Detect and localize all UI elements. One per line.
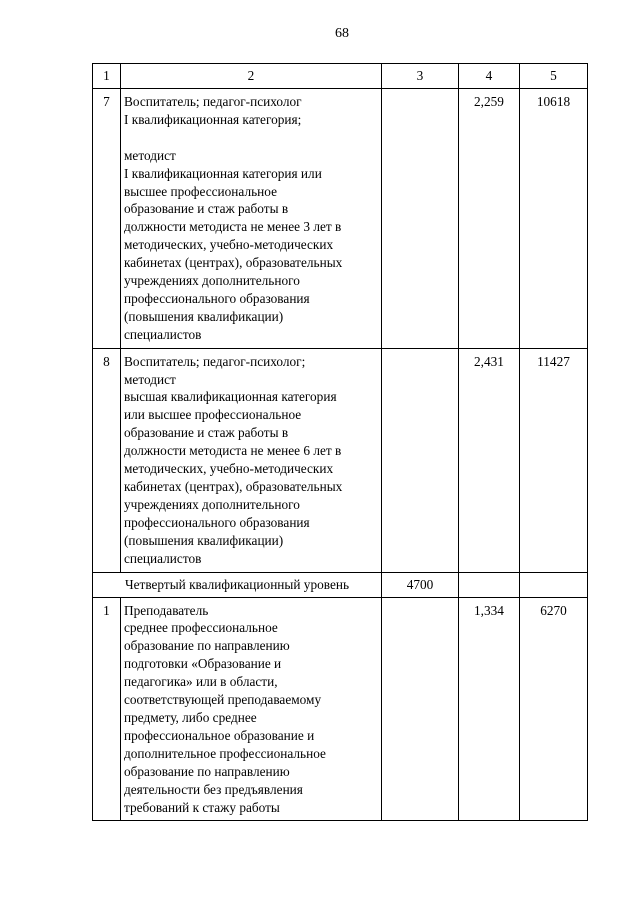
coefficient-value: 1,334 xyxy=(459,597,520,821)
description-line: профессионального образования xyxy=(124,514,310,530)
table-row xyxy=(93,348,588,572)
header-col-5: 5 xyxy=(520,64,588,89)
description-line: специалистов xyxy=(124,550,202,566)
description-line: должности методиста не менее 3 лет в xyxy=(124,219,342,235)
coefficient-value: 2,259 xyxy=(459,89,520,349)
description-line: высшее профессиональное xyxy=(124,183,277,199)
qualification-table xyxy=(92,63,588,821)
page-number: 68 xyxy=(335,26,349,41)
description-line: (повышения квалификации) xyxy=(124,532,284,548)
description-line: образование и стаж работы в xyxy=(124,425,289,441)
position-description xyxy=(121,89,382,349)
description-line: предмету, либо среднее xyxy=(124,709,257,725)
table-header-row xyxy=(93,64,588,89)
qualification-level-value: 4700 xyxy=(382,572,459,597)
description-line: или высшее профессиональное xyxy=(124,407,302,423)
description-line: методист xyxy=(124,147,176,163)
description-line: педагогика» или в области, xyxy=(124,674,278,690)
coefficient-value: 2,431 xyxy=(459,348,520,572)
description-line: учреждениях дополнительного xyxy=(124,496,300,512)
description-line: образование по направлению xyxy=(124,638,290,654)
description-line: дополнительное профессиональное xyxy=(124,745,326,761)
header-col-4: 4 xyxy=(459,64,520,89)
description-line: должности методиста не менее 6 лет в xyxy=(124,443,342,459)
description-line: профессиональное образование и xyxy=(124,727,315,743)
description-line: требований к стажу работы xyxy=(124,799,280,815)
description-line: среднее профессиональное xyxy=(124,620,278,636)
position-description xyxy=(121,348,382,572)
qualification-level-label: Четвертый квалификационный уровень xyxy=(93,572,382,597)
empty-col-3 xyxy=(382,348,459,572)
description-line: Воспитатель; педагог-психолог; xyxy=(124,353,306,369)
position-description xyxy=(121,597,382,821)
table-row xyxy=(93,89,588,349)
description-line: Преподаватель xyxy=(124,602,209,618)
description-line: кабинетах (центрах), образовательных xyxy=(124,255,343,271)
row-number: 8 xyxy=(93,348,121,572)
description-line: подготовки «Образование и xyxy=(124,656,282,672)
header-col-2: 2 xyxy=(121,64,382,89)
row-number: 1 xyxy=(93,597,121,821)
description-line: (повышения квалификации) xyxy=(124,308,284,324)
description-line: I квалификационная категория или xyxy=(124,165,322,181)
row-number: 7 xyxy=(93,89,121,349)
description-line: профессионального образования xyxy=(124,290,310,306)
level-empty-col-4 xyxy=(459,572,520,597)
description-line: высшая квалификационная категория xyxy=(124,389,337,405)
table-row xyxy=(93,597,588,821)
description-line: соответствующей преподаваемому xyxy=(124,692,322,708)
header-col-3: 3 xyxy=(382,64,459,89)
description-line: образование и стаж работы в xyxy=(124,201,289,217)
level-empty-col-5 xyxy=(520,572,588,597)
qualification-level-row xyxy=(93,572,588,597)
empty-col-3 xyxy=(382,597,459,821)
description-line: учреждениях дополнительного xyxy=(124,273,300,289)
description-line: методист xyxy=(124,371,176,387)
salary-value: 10618 xyxy=(520,89,588,349)
description-line: I квалификационная категория; xyxy=(124,111,302,127)
empty-col-3 xyxy=(382,89,459,349)
description-line: методических, учебно-методических xyxy=(124,461,334,477)
description-line: Воспитатель; педагог-психолог xyxy=(124,94,302,109)
salary-value: 6270 xyxy=(520,597,588,821)
salary-value: 11427 xyxy=(520,348,588,572)
description-line: деятельности без предъявления xyxy=(124,781,303,797)
header-col-1: 1 xyxy=(93,64,121,89)
description-line: кабинетах (центрах), образовательных xyxy=(124,479,343,495)
description-line: методических, учебно-методических xyxy=(124,237,334,253)
description-line: специалистов xyxy=(124,326,202,342)
blank-line xyxy=(124,129,377,147)
description-line: образование по направлению xyxy=(124,763,290,779)
